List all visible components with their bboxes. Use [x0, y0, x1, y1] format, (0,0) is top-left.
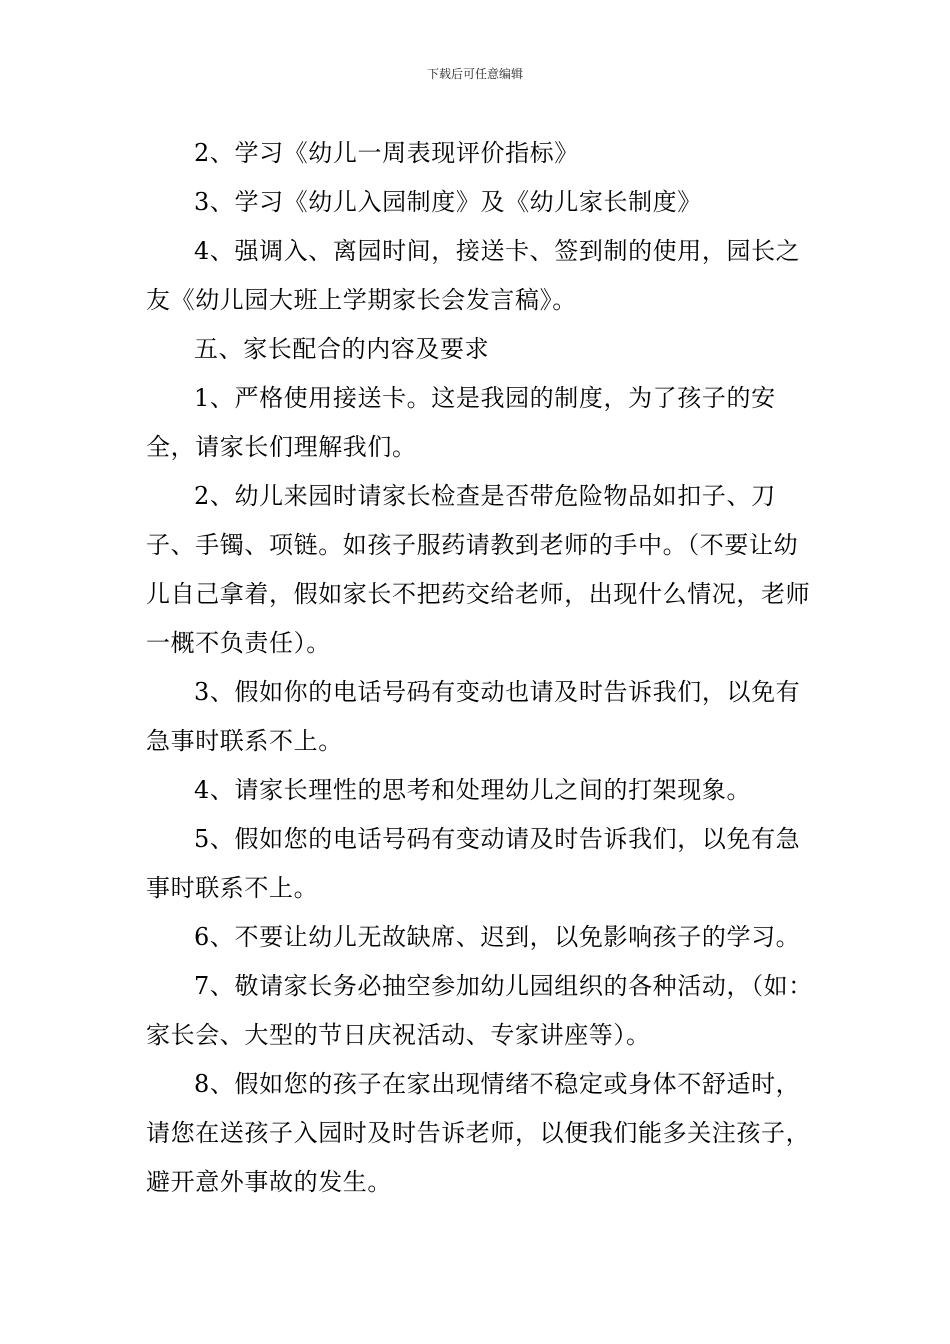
page-header: 下载后可任意编辑 [426, 67, 523, 81]
paragraph: 2、学习《幼儿一周表现评价指标》 [194, 139, 579, 167]
paragraph: 4、请家长理性的思考和处理幼儿之间的打架现象。 [194, 776, 752, 804]
paragraph: 3、假如你的电话号码有变动也请及时告诉我们，以免有急事时联系不上。 [146, 678, 801, 755]
paragraph: 3、学习《幼儿入园制度》及《幼儿家长制度》 [194, 188, 702, 216]
document-body [146, 129, 818, 1207]
paragraph: 1、严格使用接送卡。这是我园的制度，为了孩子的安全，请家长们理解我们。 [146, 384, 776, 461]
paragraph: 4、强调入、离园时间，接送卡、签到制的使用，园长之友《幼儿园大班上学期家长会发言稿》。 [146, 237, 801, 314]
paragraph: 5、假如您的电话号码有变动请及时告诉我们，以免有急事时联系不上。 [146, 825, 801, 902]
paragraph: 7、敬请家长务必抽空参加幼儿园组织的各种活动，（如：家长会、大型的节日庆祝活动、专家讲座等）。 [146, 972, 813, 1049]
paragraph: 2、幼儿来园时请家长检查是否带危险物品如扣子、刀子、手镯、项链。如孩子服药请教到老师的手中。（不要让幼儿自己拿着，假如家长不把药交给老师，出现什么情况，老师一概不负责任）。 [146, 482, 811, 657]
paragraph: 6、不要让幼儿无故缺席、迟到，以免影响孩子的学习。 [194, 923, 801, 951]
section-heading: 五、家长配合的内容及要求 [194, 335, 490, 363]
paragraph: 8、假如您的孩子在家出现情绪不稳定或身体不舒适时，请您在送孩子入园时及时告诉老师，以便我们能多关注孩子，避开意外事故的发生。 [146, 1070, 811, 1196]
